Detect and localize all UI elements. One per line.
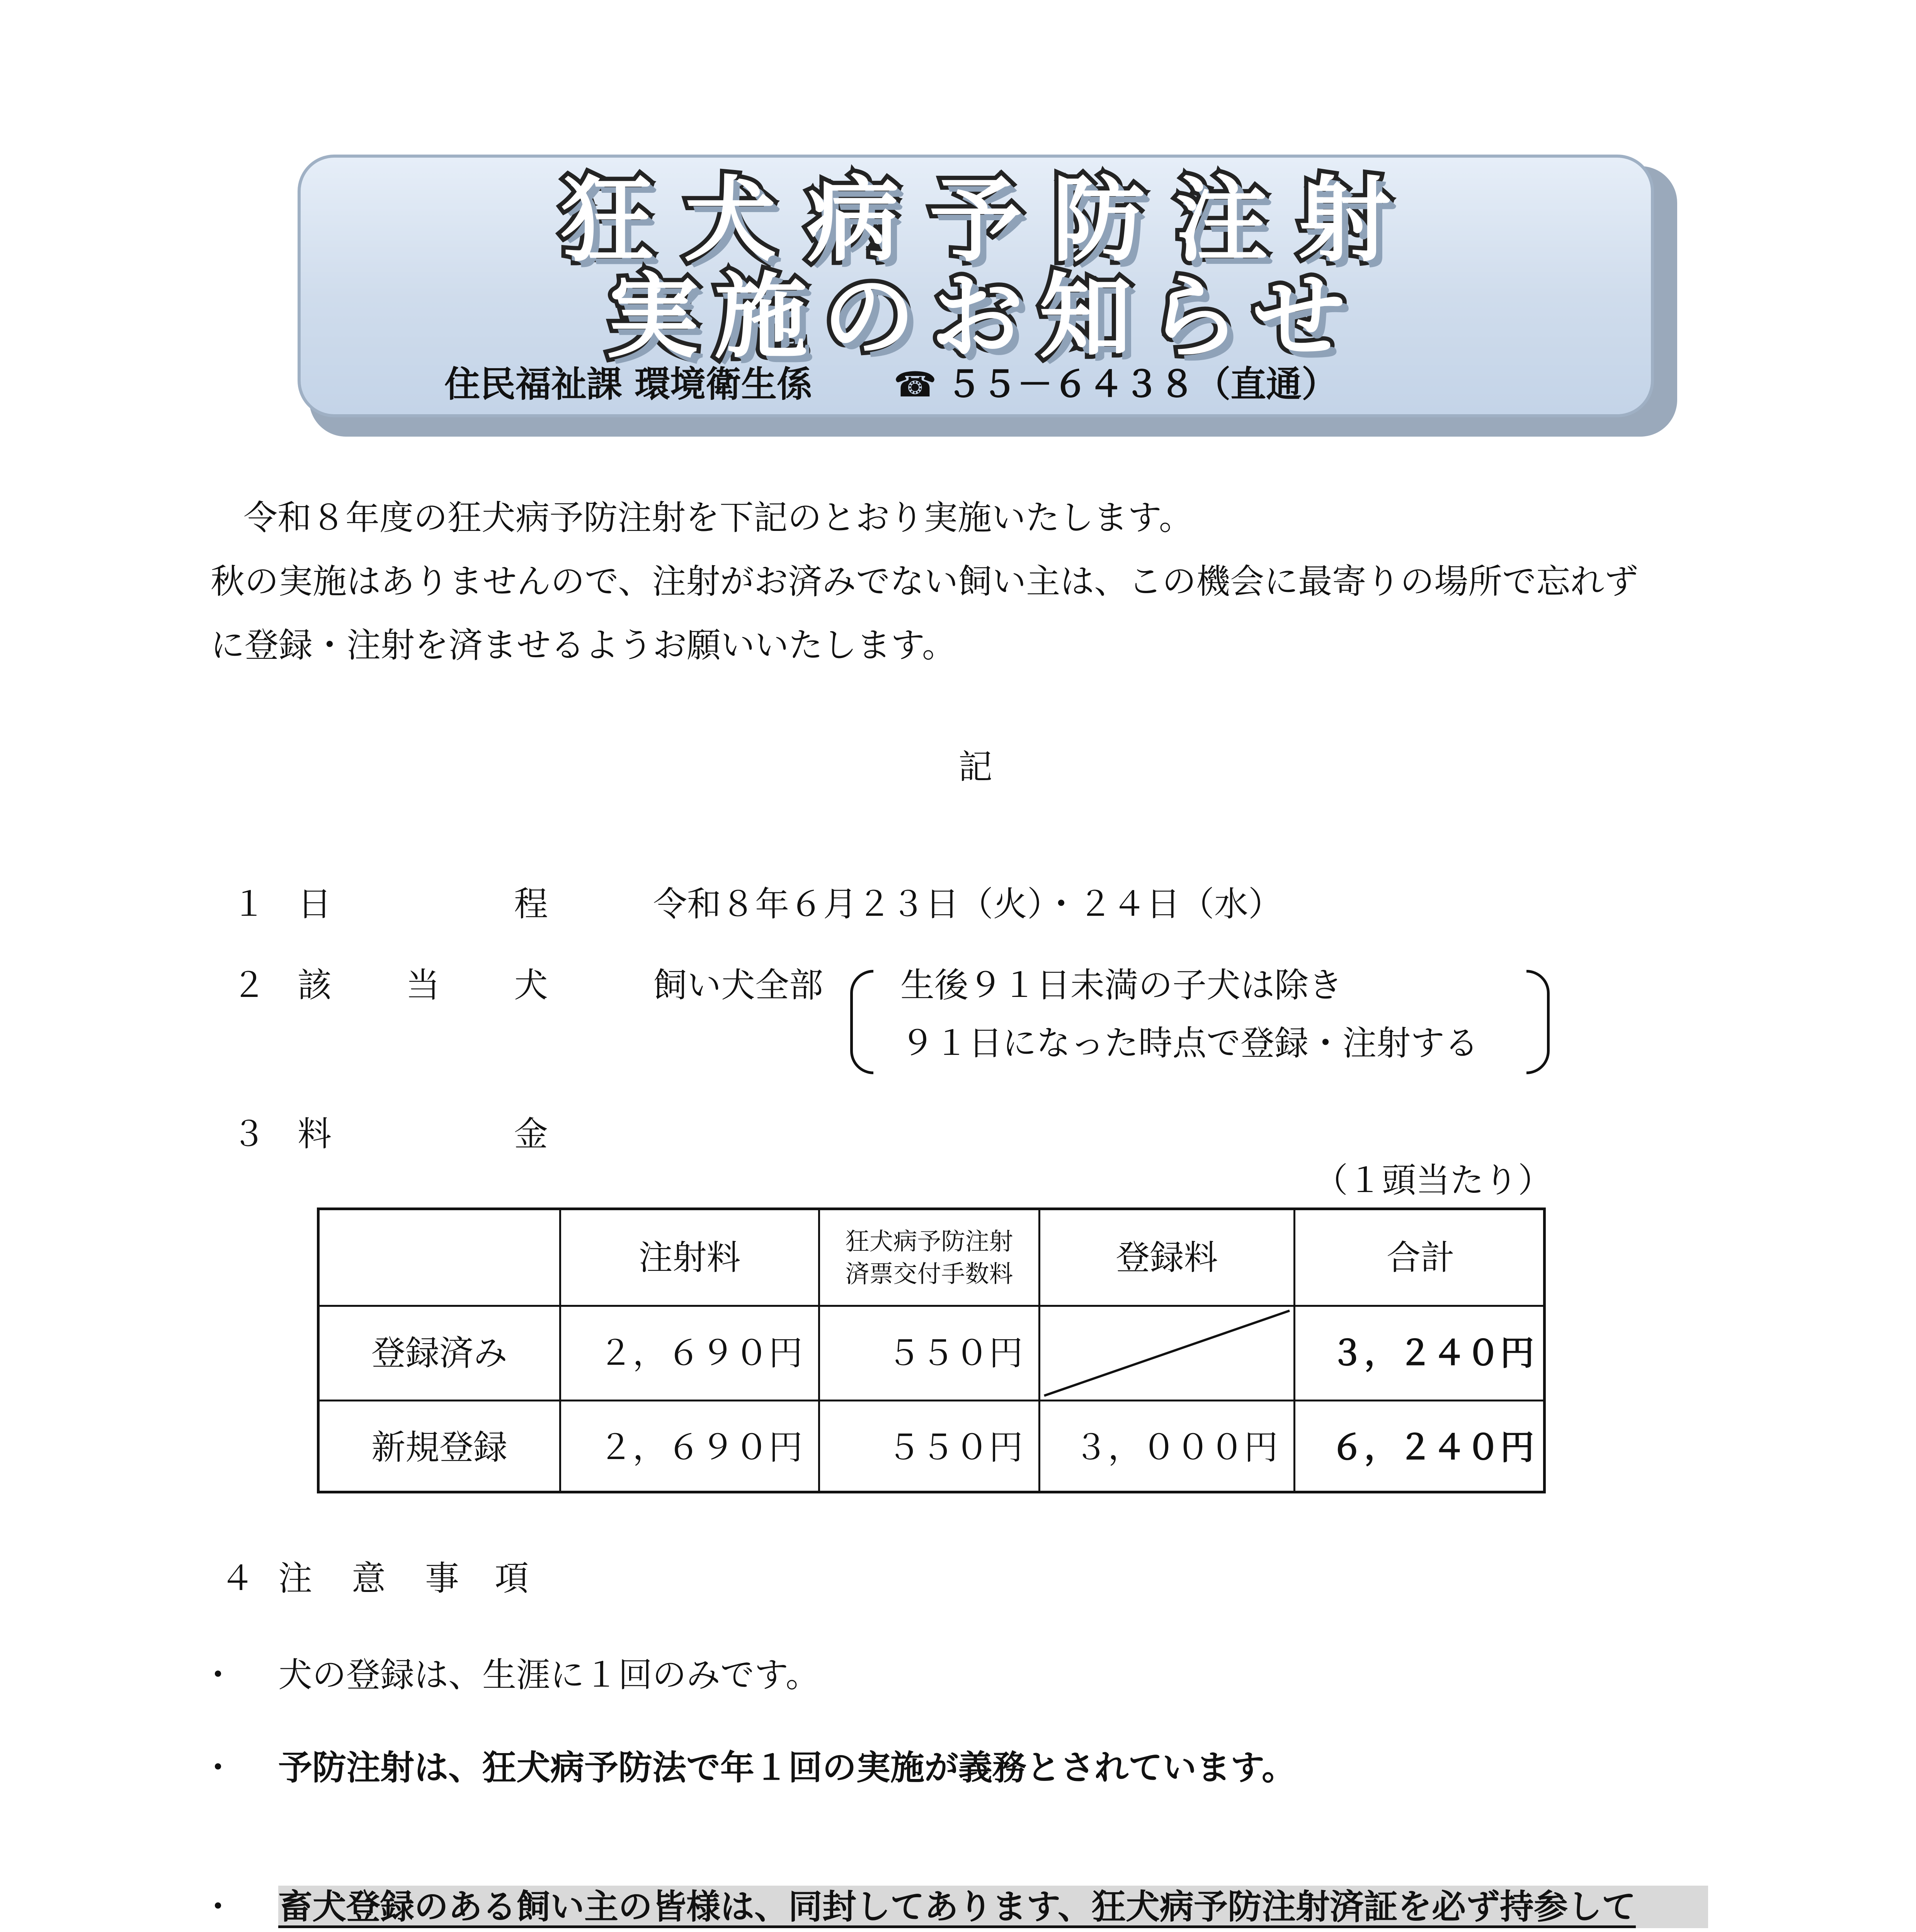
diagonal-slash <box>1040 1307 1293 1400</box>
row-label: 登録済み <box>371 1333 507 1373</box>
item-label-fee-a: 料 <box>298 1114 332 1154</box>
header-injection: 注射料 <box>638 1237 741 1277</box>
cell-injection: ２，６９０円 <box>598 1333 803 1373</box>
item-label-fee-b: 金 <box>514 1114 548 1154</box>
cell-total: ６，２４０円 <box>1330 1427 1534 1467</box>
item-label-target-b: 当 <box>406 965 440 1005</box>
department-label: 住民福祉課 環境衛生係 <box>444 364 813 405</box>
notes-heading-char: 意 <box>352 1558 386 1598</box>
header-contact <box>444 363 1337 406</box>
bracket-left <box>850 970 873 1074</box>
note-3-line1: 畜犬登録のある飼い主の皆様は、同封してあります、狂犬病予防注射済証を必ず持参して <box>278 1886 1708 1928</box>
cell-issue-fee: ５５０円 <box>887 1427 1023 1467</box>
intro-line1: 令和８年度の狂犬病予防注射を下記のとおり実施いたします。 <box>243 498 1193 537</box>
intro-line2: 秋の実施はありませんので、注射がお済みでない飼い主は、この機会に最寄りの場所で忘れず <box>211 561 1639 601</box>
notes-heading-char: 事 <box>425 1558 459 1598</box>
note-2: 予防注射は、狂犬病予防法で年１回の実施が義務とされています。 <box>278 1748 1296 1787</box>
cell-registration-empty <box>1040 1307 1293 1400</box>
phone-number: ５５－６４３８（直通） <box>946 364 1337 405</box>
header-registration: 登録料 <box>1116 1237 1218 1277</box>
intro-line3: に登録・注射を済ませるようお願いいたします。 <box>211 625 956 665</box>
cell-registration: ３，０００円 <box>1074 1427 1278 1467</box>
row-label: 新規登録 <box>371 1427 507 1467</box>
notes-heading-char: 注 <box>278 1558 313 1598</box>
target-note-1: 生後９１日未満の子犬は除き <box>900 965 1343 1005</box>
item-label-target-a: 該 <box>298 965 332 1005</box>
bullet-icon: ・ <box>201 1887 235 1927</box>
header-total: 合計 <box>1386 1237 1455 1277</box>
cell-issue-fee: ５５０円 <box>887 1333 1023 1373</box>
header-issue-fee-line1: 狂犬病予防注射 <box>845 1227 1013 1255</box>
note-1: 犬の登録は、生涯に１回のみです。 <box>278 1655 820 1695</box>
phone-icon: ☎ <box>893 364 937 405</box>
bullet-icon: ・ <box>201 1655 235 1695</box>
cell-injection: ２，６９０円 <box>598 1427 803 1467</box>
schedule-value: 令和８年６月２３日（火）・２４日（水） <box>653 884 1283 924</box>
per-head-note: （１頭当たり） <box>1314 1160 1552 1200</box>
page-title-line1: 狂犬病予防注射 <box>561 166 1421 274</box>
target-note-2: ９１日になった時点で登録・注射する <box>900 1023 1479 1063</box>
bracket-right <box>1526 970 1550 1074</box>
item-number-1: １ <box>232 884 266 924</box>
cell-total: ３，２４０円 <box>1330 1333 1534 1373</box>
ki-heading: 記 <box>958 747 993 787</box>
target-value: 飼い犬全部 <box>653 965 824 1005</box>
notes-heading-char: 項 <box>495 1558 529 1598</box>
header-issue-fee-line2: 済票交付手数料 <box>845 1259 1013 1288</box>
item-label-schedule-a: 日 <box>298 884 332 924</box>
fee-table <box>317 1208 1546 1493</box>
bullet-icon: ・ <box>201 1748 235 1787</box>
item-number-3: ３ <box>232 1114 266 1154</box>
page-title-line2: 実施のお知らせ <box>606 263 1361 371</box>
header-issue-fee <box>820 1210 1038 1305</box>
item-label-target-c: 犬 <box>514 965 548 1005</box>
item-number-4: ４ <box>220 1558 255 1598</box>
item-label-schedule-b: 程 <box>514 884 548 924</box>
item-number-2: ２ <box>232 965 266 1005</box>
